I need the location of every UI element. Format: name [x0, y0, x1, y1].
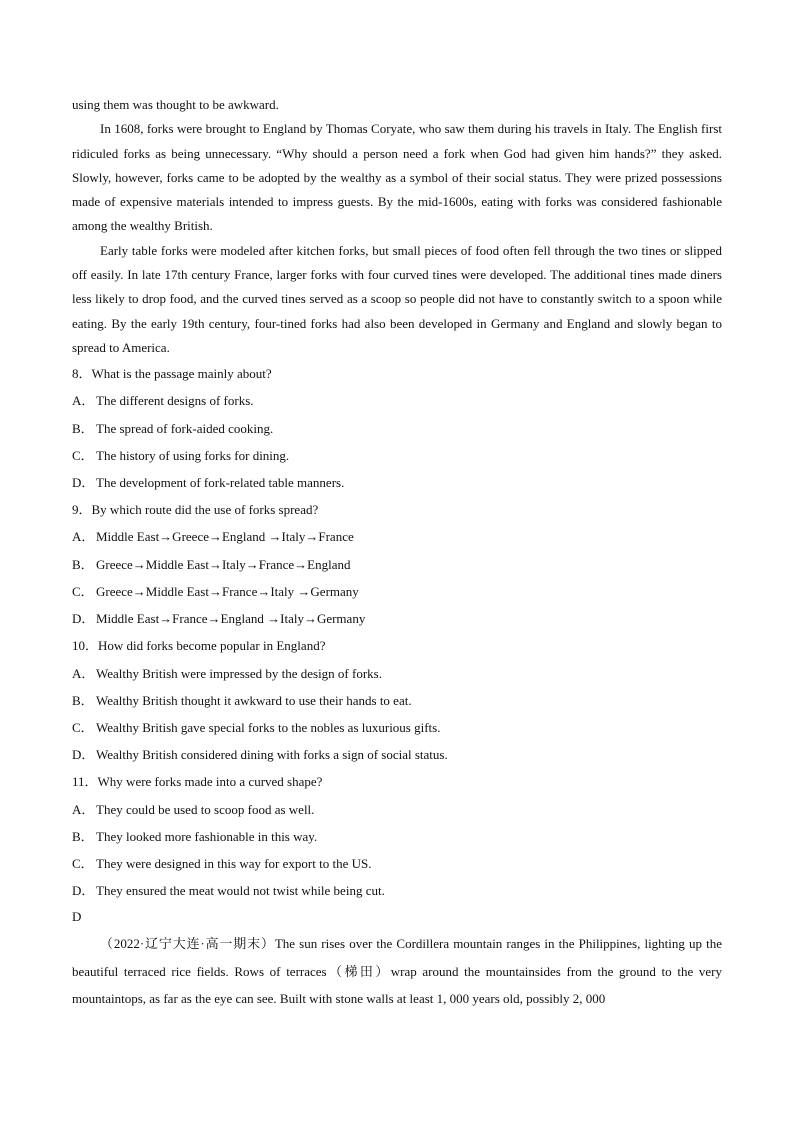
option-d[interactable]: [72, 605, 722, 632]
document-page: [72, 93, 722, 1012]
option-text: Middle East→France→England →Italy→Germany: [96, 611, 366, 627]
question-11: [72, 768, 722, 904]
question-stem: [72, 496, 722, 523]
option-b[interactable]: [72, 415, 722, 442]
question-number: 8．: [72, 366, 92, 382]
passage-source: （2022·辽宁大连·高一期末）: [100, 936, 275, 952]
option-d[interactable]: [72, 469, 722, 496]
next-passage-paragraph: [72, 930, 722, 1012]
option-label: D．: [72, 611, 95, 627]
option-label: C．: [72, 583, 94, 599]
option-b[interactable]: [72, 823, 722, 850]
option-label: B．: [72, 692, 94, 708]
option-label: B．: [72, 828, 94, 844]
question-9: [72, 496, 722, 632]
question-text: What is the passage mainly about?: [91, 366, 272, 382]
option-label: B．: [72, 420, 94, 436]
passage-text: The sun rises over the Cordillera mountain ranges in the Philippines, lighting up the beautiful terraced rice fields. Rows of terraces（梯田）wrap around the mountainsides from the ground to the very mountaintops, as far as the eye can see. Built with stone walls at least 1, 000 years old, possibly 2, 000: [72, 936, 722, 1006]
option-text: Greece→Middle East→France→Italy →Germany: [96, 583, 359, 599]
option-c[interactable]: [72, 714, 722, 741]
option-text: Wealthy British were impressed by the design of forks.: [96, 665, 382, 681]
option-label: A．: [72, 801, 95, 817]
question-text: By which route did the use of forks spread?: [91, 502, 319, 518]
question-text: Why were forks made into a curved shape?: [97, 774, 323, 790]
option-c[interactable]: [72, 850, 722, 877]
option-c[interactable]: [72, 442, 722, 469]
question-10: [72, 632, 722, 768]
option-label: D．: [72, 747, 95, 763]
passage-paragraph-2: Early table forks were modeled after kitchen forks, but small pieces of food often fell through the two tines or slipped off easily. In late 17th century France, larger forks with four curved tines were developed. The additional tines made diners less likely to drop food, and the curved tines served as a scoop so people did not have to constantly switch to a spoon while eating. By the early 19th century, four-tined forks had also been developed in Germany and England and slowly began to spread to America.: [72, 242, 722, 355]
option-label: A．: [72, 393, 95, 409]
question-text: How did forks become popular in England?: [98, 638, 326, 654]
question-stem: [72, 632, 722, 659]
option-label: A．: [72, 665, 95, 681]
option-label: D．: [72, 883, 95, 899]
option-b[interactable]: [72, 551, 722, 578]
option-text: They ensured the meat would not twist while being cut.: [96, 883, 385, 899]
option-label: D．: [72, 475, 95, 491]
option-text: Wealthy British gave special forks to the nobles as luxurious gifts.: [96, 719, 441, 735]
option-text: They looked more fashionable in this way.: [96, 828, 318, 844]
question-number: 9．: [72, 502, 92, 518]
question-stem: [72, 768, 722, 795]
option-label: A．: [72, 529, 95, 545]
passage-paragraph-1: In 1608, forks were brought to England by Thomas Coryate, who saw them during his travels in Italy. The English first ridiculed forks as being unnecessary. “Why should a person need a fork when God had given him hands?” they asked. Slowly, however, forks came to be adopted by the wealthy as a symbol of their social status. They were prized possessions made of expensive materials intended to impress guests. By the mid-1600s, eating with forks was considered fashionable among the wealthy British.: [72, 121, 722, 234]
option-label: C．: [72, 447, 94, 463]
option-a[interactable]: [72, 523, 722, 550]
option-d[interactable]: [72, 877, 722, 904]
section-letter: D: [72, 909, 82, 925]
option-label: C．: [72, 719, 94, 735]
option-text: Wealthy British thought it awkward to use their hands to eat.: [96, 692, 412, 708]
option-text: The development of fork-related table manners.: [96, 475, 345, 491]
option-text: The spread of fork-aided cooking.: [96, 420, 274, 436]
question-stem: [72, 360, 722, 387]
option-text: Wealthy British considered dining with forks a sign of social status.: [96, 747, 448, 763]
option-b[interactable]: [72, 687, 722, 714]
option-a[interactable]: [72, 796, 722, 823]
option-text: Greece→Middle East→Italy→France→England: [96, 556, 351, 572]
option-a[interactable]: [72, 660, 722, 687]
option-text: They could be used to scoop food as well.: [96, 801, 315, 817]
passage-continuation: using them was thought to be awkward.: [72, 97, 279, 112]
option-label: B．: [72, 556, 94, 572]
question-number: 10．: [72, 638, 99, 654]
question-number: 11．: [72, 774, 98, 790]
question-8: [72, 360, 722, 496]
option-c[interactable]: [72, 578, 722, 605]
option-text: They were designed in this way for export to the US.: [96, 855, 372, 871]
option-text: The different designs of forks.: [96, 393, 254, 409]
option-d[interactable]: [72, 741, 722, 768]
option-label: C．: [72, 855, 94, 871]
option-text: Middle East→Greece→England →Italy→France: [96, 529, 354, 545]
option-text: The history of using forks for dining.: [96, 447, 290, 463]
option-a[interactable]: [72, 387, 722, 414]
